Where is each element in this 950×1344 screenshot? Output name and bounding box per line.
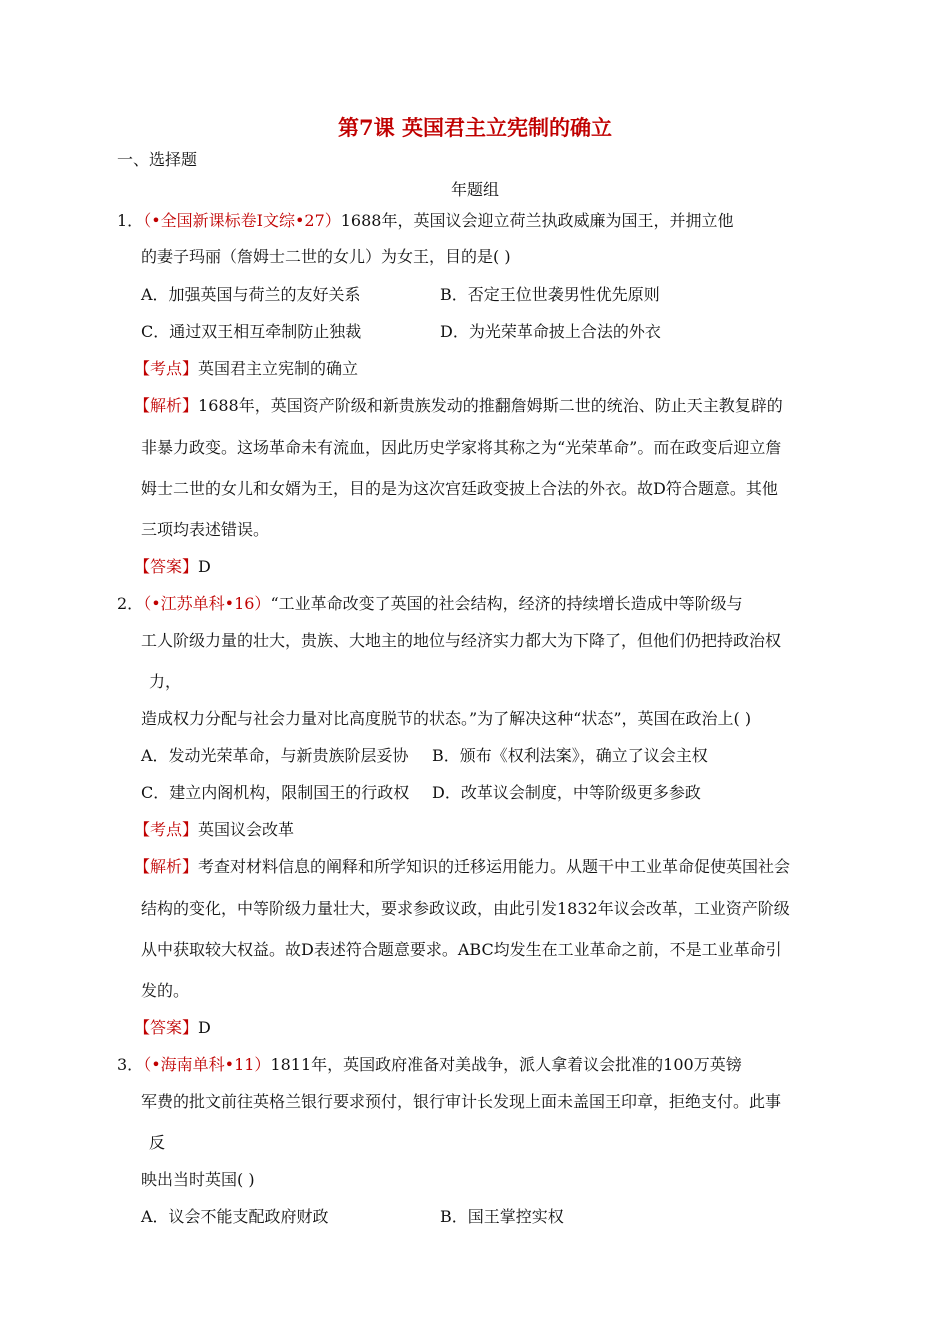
- question-stem: 1811年，英国政府准备对美战争，派人拿着议会批准的100万英镑: [270, 1055, 742, 1074]
- question-1-line-1: [117, 211, 733, 231]
- question-2-stem-4: 造成权力分配与社会力量对比高度脱节的状态。”为了解决这种“状态”，英国在政治上( ): [141, 709, 752, 728]
- question-2-kaodian: [134, 820, 294, 840]
- jiexi-tag: 【解析】: [134, 857, 199, 876]
- question-3-stem-2: 军费的批文前往英格兰银行要求预付，银行审计长发现上面未盖国王印章，拒绝支付。此事: [141, 1092, 782, 1111]
- question-2-jiexi-4: 发的。: [141, 981, 190, 1000]
- jiexi-tag: 【解析】: [134, 396, 199, 415]
- question-2-answer: [134, 1018, 211, 1038]
- question-stem: 1688年，英国议会迎立荷兰执政威廉为国王，并拥立他: [340, 211, 734, 230]
- question-stem: “工业革命改变了英国的社会结构，经济的持续增长造成中等阶级与: [270, 594, 743, 613]
- question-1-option-a: A．加强英国与荷兰的友好关系: [141, 285, 361, 304]
- question-1-jiexi-3: 姆士二世的女儿和女婿为王，目的是为这次宫廷政变披上合法的外衣。故D符合题意。其他: [141, 479, 778, 498]
- question-source: （•海南单科•11）: [143, 1055, 271, 1074]
- question-2-option-a: A．发动光荣革命，与新贵族阶层妥协: [141, 746, 409, 765]
- question-1-stem-2: 的妻子玛丽（詹姆士二世的女儿）为女王，目的是( ): [141, 247, 511, 266]
- question-2-option-b: B．颁布《权利法案》，确立了议会主权: [432, 746, 708, 765]
- group-heading: 年题组: [450, 180, 499, 199]
- question-1-jiexi-4: 三项均表述错误。: [141, 520, 270, 539]
- question-2-stem-2: 工人阶级力量的壮大，贵族、大地主的地位与经济实力都大为下降了，但他们仍把持政治权: [141, 631, 782, 650]
- answer-text: D: [198, 1018, 211, 1037]
- kaodian-text: 英国议会改革: [198, 820, 295, 839]
- question-3-option-a: A．议会不能支配政府财政: [141, 1207, 329, 1226]
- jiexi-text: 1688年，英国资产阶级和新贵族发动的推翻詹姆斯二世的统治、防止天主教复辟的: [198, 396, 783, 415]
- question-1-jiexi-2: 非暴力政变。这场革命未有流血，因此历史学家将其称之为“光荣革命”。而在政变后迎立詹: [141, 438, 782, 457]
- kaodian-tag: 【考点】: [134, 820, 199, 839]
- question-2-option-d: D．改革议会制度，中等阶级更多参政: [432, 783, 701, 802]
- question-3-line-1: [117, 1055, 742, 1075]
- question-source: （•江苏单科•16）: [143, 594, 271, 613]
- question-1-jiexi-1: [134, 396, 783, 416]
- jiexi-text: 考查对材料信息的阐释和所学知识的迁移运用能力。从题干中工业革命促使英国社会: [198, 857, 791, 876]
- answer-tag: 【答案】: [134, 557, 199, 576]
- question-2-stem-3: 力，: [149, 672, 182, 691]
- question-number: 2．: [117, 594, 144, 613]
- question-1-kaodian: [134, 359, 358, 379]
- question-2-line-1: [117, 594, 743, 614]
- question-1-answer: [134, 557, 211, 577]
- question-1-option-b: B．否定王位世袭男性优先原则: [440, 285, 660, 304]
- answer-text: D: [198, 557, 211, 576]
- question-1-option-c: C．通过双王相互牵制防止独裁: [141, 322, 362, 341]
- question-1-option-d: D．为光荣革命披上合法的外衣: [440, 322, 661, 341]
- question-3-option-b: B．国王掌控实权: [440, 1207, 564, 1226]
- question-number: 1．: [117, 211, 144, 230]
- question-source: （•全国新课标卷Ⅰ文综•27）: [143, 211, 341, 230]
- question-2-jiexi-1: [134, 857, 790, 877]
- kaodian-text: 英国君主立宪制的确立: [198, 359, 359, 378]
- question-2-jiexi-3: 从中获取较大权益。故D表述符合题意要求。ABC均发生在工业革命之前，不是工业革命引: [141, 940, 782, 959]
- question-2-option-c: C．建立内阁机构，限制国王的行政权: [141, 783, 410, 802]
- question-3-stem-3: 反: [149, 1133, 166, 1152]
- page-title: 第7课 英国君主立宪制的确立: [338, 115, 612, 140]
- question-2-jiexi-2: 结构的变化，中等阶级力量壮大，要求参政议政，由此引发1832年议会改革，工业资产阶级: [141, 899, 790, 918]
- answer-tag: 【答案】: [134, 1018, 199, 1037]
- section-heading: 一、选择题: [117, 150, 198, 169]
- question-3-stem-4: 映出当时英国( ): [141, 1170, 255, 1189]
- question-number: 3．: [117, 1055, 144, 1074]
- kaodian-tag: 【考点】: [134, 359, 199, 378]
